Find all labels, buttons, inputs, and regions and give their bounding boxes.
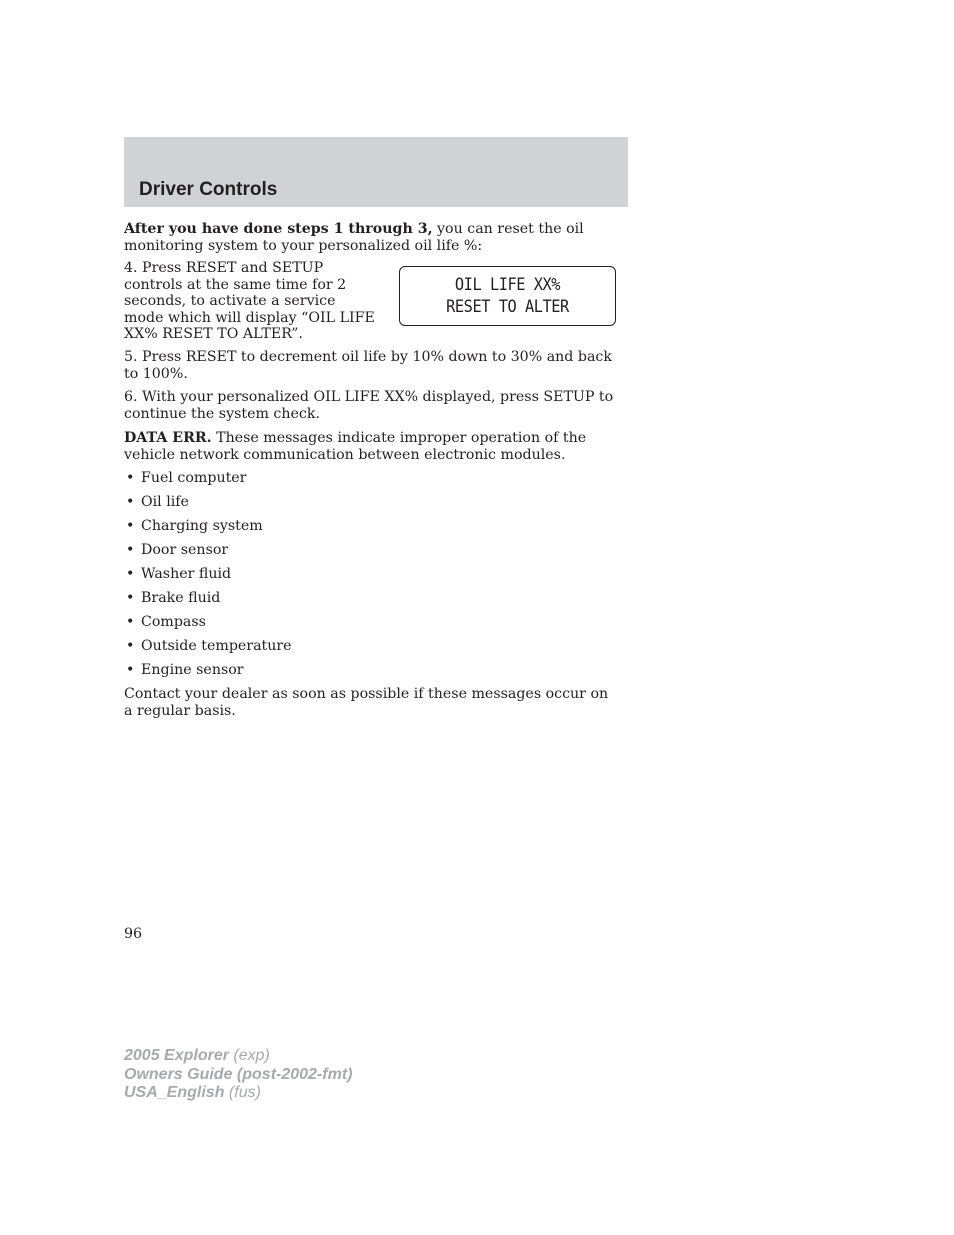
list-item: • Oil life [126, 494, 189, 510]
step-5-paragraph: 5. Press RESET to decrement oil life by 10% down to 30% and back to 100%. [124, 349, 612, 382]
bullet-icon: • [126, 638, 135, 654]
data-err-text: These messages indicate improper operation of the vehicle network communication between electronic modules. [124, 430, 587, 463]
section-header-band [124, 137, 628, 207]
closing-paragraph: Contact your dealer as soon as possible if these messages occur on a regular basis. [124, 686, 609, 719]
bullet-icon: • [126, 662, 135, 678]
intro-text: you can reset the oil monitoring system to your personalized oil life %: [124, 221, 584, 254]
list-item: • Charging system [126, 518, 263, 534]
list-item: • Door sensor [126, 542, 229, 558]
oil-life-display-illustration [399, 266, 616, 326]
intro-paragraph [124, 221, 620, 254]
footer-line-2: Owners Guide (post-2002-fmt) [124, 1065, 353, 1083]
list-item: • Compass [126, 614, 206, 630]
bullet-icon: • [126, 470, 135, 486]
list-item: • Washer fluid [126, 566, 232, 582]
bullet-icon: • [126, 614, 135, 630]
list-item: • Brake fluid [126, 590, 221, 606]
display-line-1: OIL LIFE XX% [454, 275, 561, 295]
section-title: Driver Controls [139, 179, 278, 200]
document-footer [124, 1047, 352, 1103]
list-item: • Outside temperature [126, 638, 292, 654]
footer-line-3: USA_English (fus) [124, 1084, 261, 1101]
intro-bold-lead: After you have done steps 1 through 3, [124, 221, 433, 237]
step-6-paragraph: 6. With your personalized OIL LIFE XX% displayed, press SETUP to continue the system check. [124, 389, 614, 422]
data-err-label: DATA ERR. [124, 430, 212, 446]
bullet-icon: • [126, 518, 135, 534]
bullet-icon: • [126, 494, 135, 510]
display-line-2: RESET TO ALTER [446, 297, 569, 317]
data-err-paragraph [124, 430, 620, 463]
bullet-icon: • [126, 542, 135, 558]
list-item: • Fuel computer [126, 470, 247, 486]
footer-line-1: 2005 Explorer (exp) [124, 1047, 270, 1064]
list-item: • Engine sensor [126, 662, 244, 678]
page-number: 96 [124, 926, 143, 942]
bullet-icon: • [126, 566, 135, 582]
data-err-message-list [124, 470, 292, 686]
step-4-paragraph: 4. Press RESET and SETUP controls at the same time for 2 seconds, to activate a service mode which will display “OIL LIFE XX% RESET TO ALTER”. [124, 260, 375, 342]
bullet-icon: • [126, 590, 135, 606]
